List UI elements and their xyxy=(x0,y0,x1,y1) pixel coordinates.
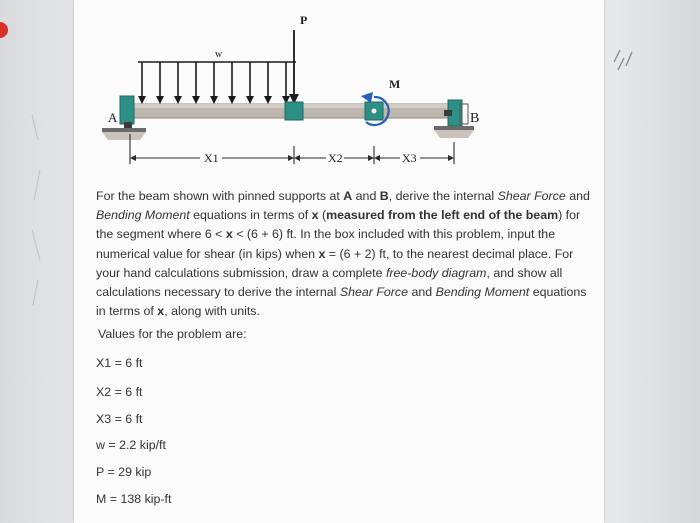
load-p-label: P xyxy=(300,13,308,27)
support-b-label: B xyxy=(470,111,480,126)
dimension-x3-label: X3 xyxy=(402,151,417,165)
support-a-label: A xyxy=(108,110,118,125)
value-m: M = 138 kip-ft xyxy=(96,492,172,506)
dimension-x2-label: X2 xyxy=(328,151,343,165)
joint-block xyxy=(285,102,303,120)
value-x1: X1 = 6 ft xyxy=(96,356,143,370)
distributed-load-arrows xyxy=(138,62,296,98)
value-x2: X2 = 6 ft xyxy=(96,385,143,399)
load-w-label: w xyxy=(215,49,223,60)
problem-card xyxy=(74,0,604,523)
background-pen-marks xyxy=(608,40,638,80)
value-p: P = 29 kip xyxy=(96,465,152,479)
problem-statement: For the beam shown with pinned supports at A and B, derive the internal Shear Force and Bending Moment equations in terms of x (measured from the left end of the beam) for the segment where 6 < x < (6 + 6) ft. In the box included with this problem, input the numerical value for shear (in kips) when x = (6 + 2) ft, to the nearest decimal place. For your hand calculations submission, draw a complete free-body diagram, and show all calculations necessary to derive the internal Shear Force and Bending Moment equations in terms of x, along with units. xyxy=(96,189,590,319)
moment-arrowhead xyxy=(361,92,373,103)
value-x3: X3 = 6 ft xyxy=(96,412,143,426)
moment-m-label: M xyxy=(389,77,401,91)
background-handwriting-marks xyxy=(28,110,46,310)
dimension-x1-label: X1 xyxy=(204,151,219,165)
distributed-load-arrowheads xyxy=(138,96,290,104)
red-circle-marker xyxy=(0,22,8,38)
values-heading: Values for the problem are: xyxy=(98,327,247,341)
value-w: w = 2.2 kip/ft xyxy=(96,438,166,452)
